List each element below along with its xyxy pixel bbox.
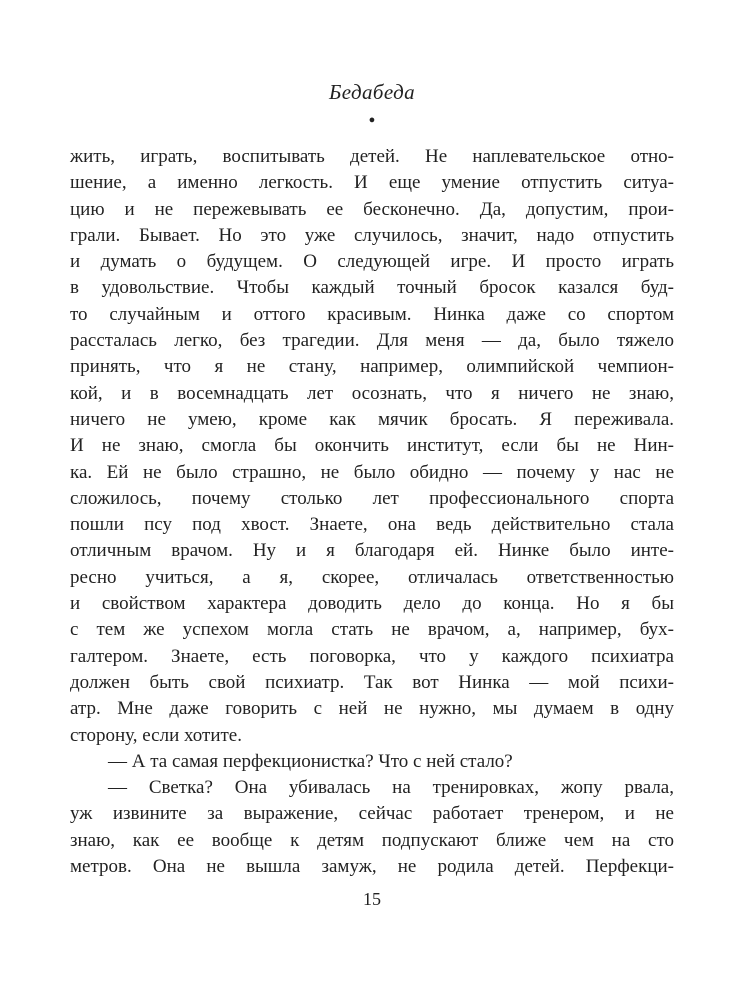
book-title-header: Бедабеда <box>329 80 415 104</box>
text-line: грали. Бывает. Но это уже случилось, значит, надо отпустить <box>70 224 674 246</box>
text-line: принять, что я не стану, например, олимпийской чемпион- <box>70 356 674 378</box>
text-line: ка. Ей не было страшно, не было обидно — почему у нас не <box>70 461 674 483</box>
text-line: знаю, как ее вообще к детям подпускают ближе чем на сто <box>70 829 674 851</box>
text-line: то случайным и оттого красивым. Нинка даже со спортом <box>70 303 674 325</box>
page-number: 15 <box>363 889 381 909</box>
section-ornament-dot: ● <box>368 114 376 126</box>
paragraph <box>70 144 674 749</box>
text-line: галтером. Знаете, есть поговорка, что у каждого психиатра <box>70 645 674 667</box>
text-line: кой, и в восемнадцать лет осознать, что я ничего не знаю, <box>70 382 674 404</box>
text-line: должен быть свой психиатр. Так вот Нинка — мой психи- <box>70 671 674 693</box>
text-line: рассталась легко, без трагедии. Для меня — да, было тяжело <box>70 330 674 352</box>
text-line: ничего не умею, кроме как мячик бросать. Я переживала. <box>70 408 674 430</box>
text-block <box>70 80 674 880</box>
text-line: пошли псу под хвост. Знаете, она ведь действительно стала <box>70 514 674 536</box>
text-line: и думать о будущем. О следующей игре. И просто играть <box>70 251 674 273</box>
text-line: уж извините за выражение, сейчас работает тренером, и не <box>70 803 674 825</box>
text-line: и свойством характера доводить дело до конца. Но я бы <box>70 593 674 615</box>
text-line: сложилось, почему столько лет профессионального спорта <box>70 487 674 509</box>
text-line: отличным врачом. Ну и я благодаря ей. Нинке было инте- <box>70 540 674 562</box>
text-line: И не знаю, смогла бы окончить институт, если бы не Нин- <box>70 435 674 457</box>
text-line: ресно учиться, а я, скорее, отличалась ответственностью <box>70 566 674 588</box>
text-line: жить, играть, воспитывать детей. Не наплевательское отно- <box>70 146 674 167</box>
text-line: метров. Она не вышла замуж, не родила детей. Перфекци- <box>70 856 674 878</box>
paragraph <box>70 775 674 880</box>
text-line: сторону, если хотите. <box>70 724 242 746</box>
text-line: — Светка? Она убивалась на тренировках, жопу рвала, <box>108 777 674 799</box>
text-line: в удовольствие. Чтобы каждый точный бросок казался буд- <box>70 277 674 299</box>
text-line: с тем же успехом могла стать не врачом, а, например, бух- <box>70 619 674 641</box>
text-line: цию и не пережевывать ее бесконечно. Да, допустим, прои- <box>70 198 674 220</box>
text-line: шение, а именно легкость. И еще умение отпустить ситуа- <box>70 172 674 194</box>
page-body <box>70 144 674 880</box>
paragraph <box>70 749 674 775</box>
text-line: атр. Мне даже говорить с ней не нужно, мы думаем в одну <box>70 698 674 720</box>
text-line: — А та самая перфекционистка? Что с ней стало? <box>108 750 513 772</box>
